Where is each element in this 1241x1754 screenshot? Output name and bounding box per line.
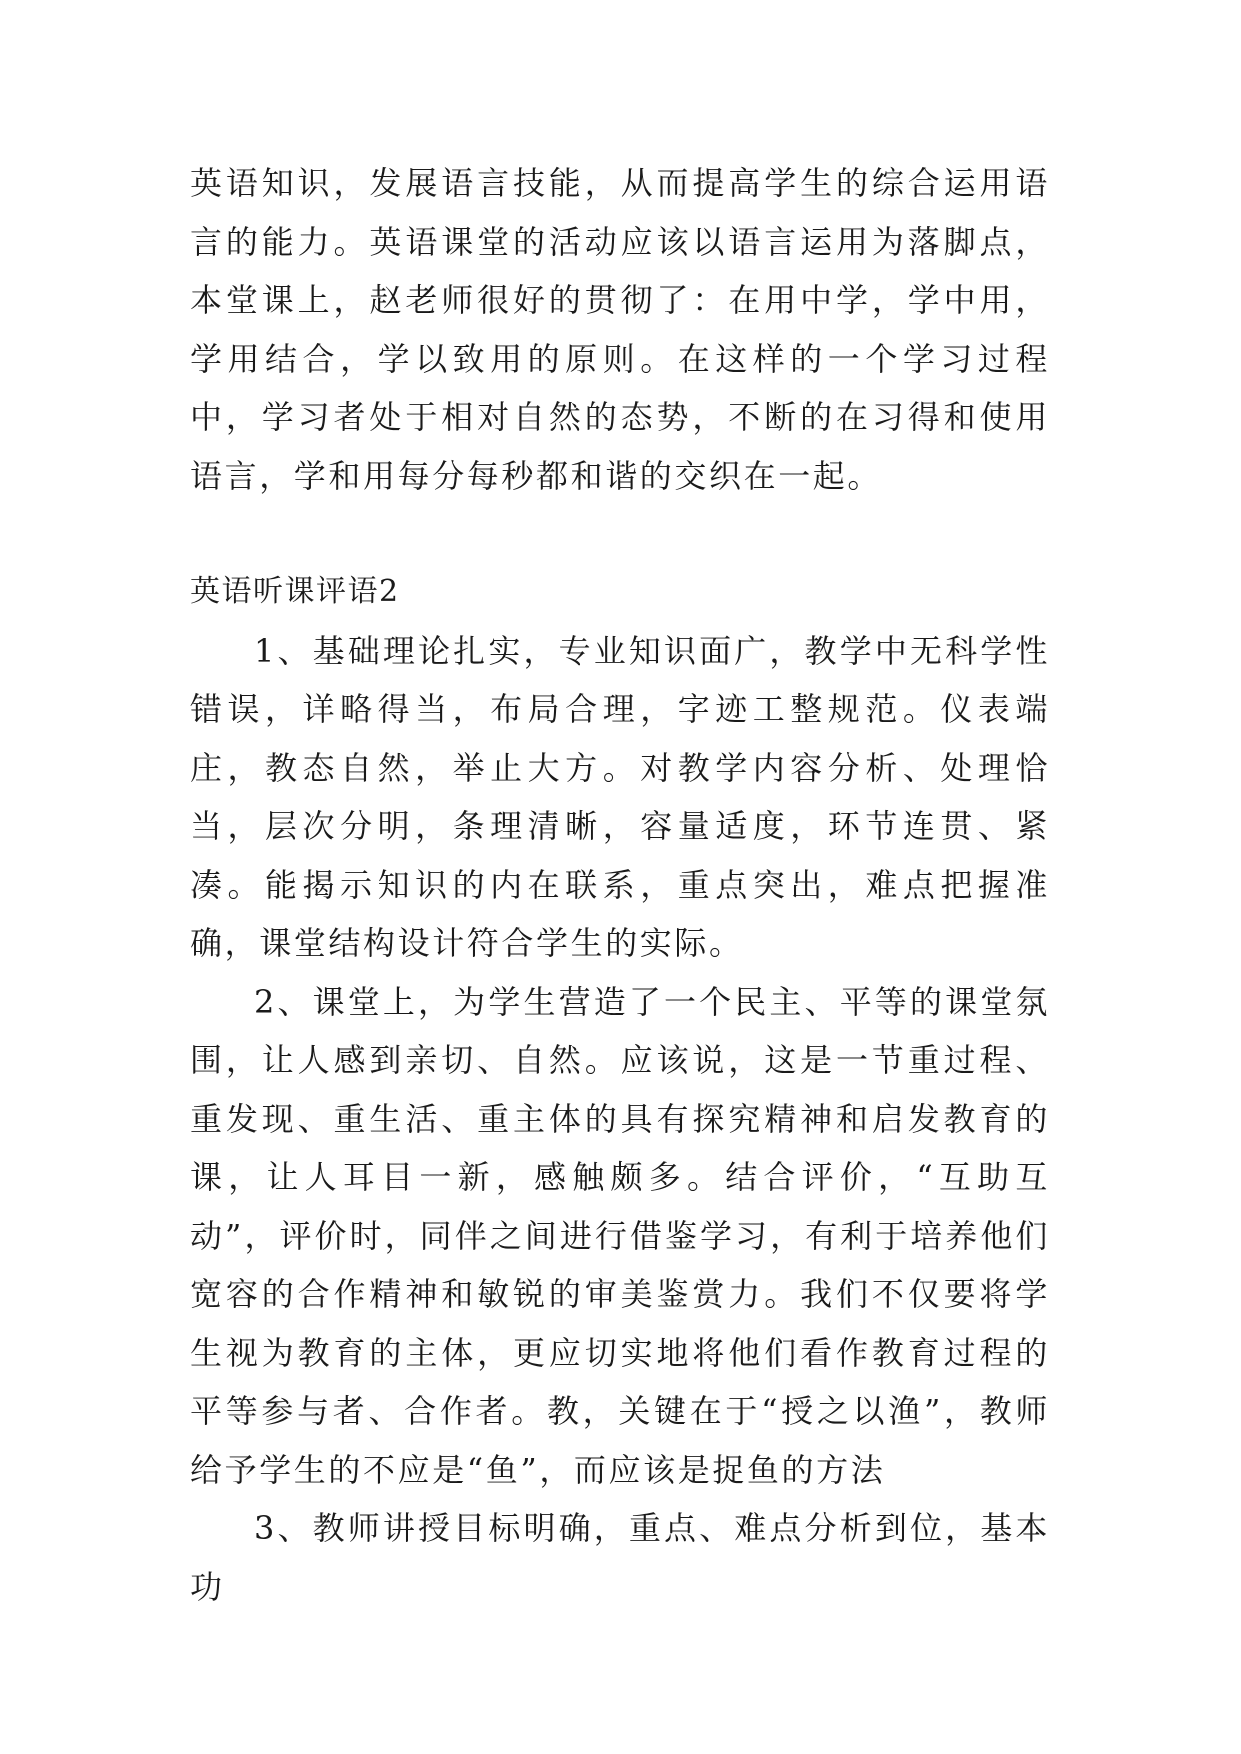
section-title: 英语听课评语2 xyxy=(190,574,400,609)
list-item-1: 1、基础理论扎实，专业知识面广，教学中无科学性错误，详略得当，布局合理，字迹工整规范。仪表端庄，教态自然，举止大方。对教学内容分析、处理恰当，层次分明，条理清晰，容量适度，环节连贯、紧凑。能揭示知识的内在联系，重点突出，难点把握准确，课堂结构设计符合学生的实际。 xyxy=(190,631,1050,962)
list-item-3: 3、教师讲授目标明确，重点、难点分析到位，基本功 xyxy=(190,1509,1050,1606)
opening-paragraph: 英语知识，发展语言技能，从而提高学生的综合运用语言的能力。英语课堂的活动应该以语言运用为落脚点，本堂课上，赵老师很好的贯彻了：在用中学，学中用，学用结合，学以致用的原则。在这样的一个学习过程中，学习者处于相对自然的态势，不断的在习得和使用语言，学和用每分每秒都和谐的交织在一起。 xyxy=(190,164,1050,495)
document-body xyxy=(190,154,1050,1616)
list-item-2: 2、课堂上，为学生营造了一个民主、平等的课堂氛围，让人感到亲切、自然。应该说，这是一节重过程、重发现、重生活、重主体的具有探究精神和启发教育的课，让人耳目一新，感触颇多。结合评价，“互助互动”，评价时，同伴之间进行借鉴学习，有利于培养他们宽容的合作精神和敏锐的审美鉴赏力。我们不仅要将学生视为教育的主体，更应切实地将他们看作教育过程的平等参与者、合作者。教，关键在于“授之以渔”，教师给予学生的不应是“鱼”，而应该是捉鱼的方法 xyxy=(190,982,1050,1489)
